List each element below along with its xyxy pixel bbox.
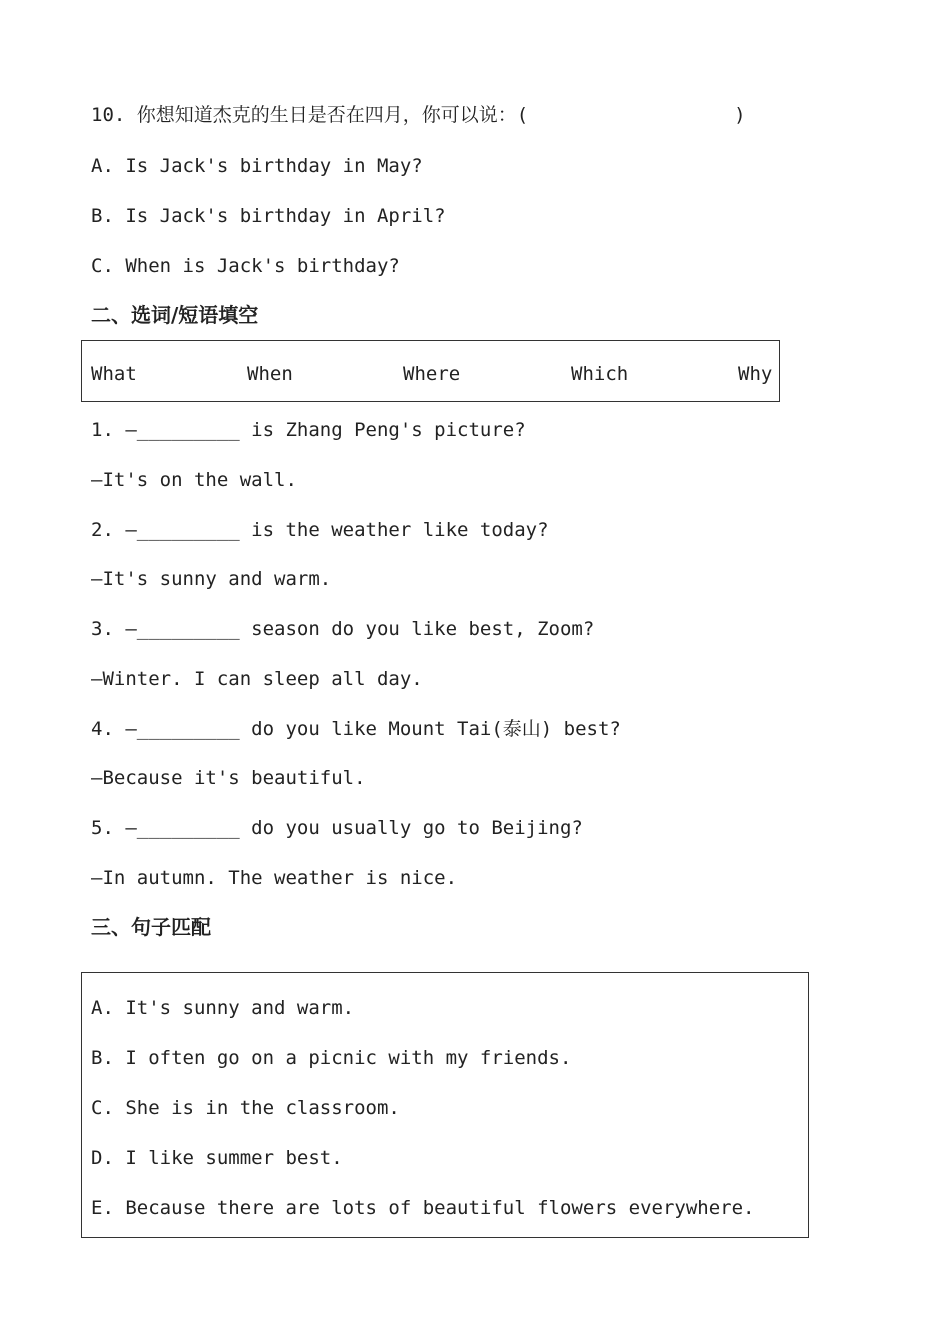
section3-heading: 三、句子匹配 [91,915,211,939]
item2-answer: —It's sunny and warm. [91,568,332,590]
q10-prompt: 10. 你想知道杰克的生日是否在四月，你可以说：( ) [91,104,746,126]
match-option-a: A. It's sunny and warm. [91,997,355,1019]
q10-option-c: C. When is Jack's birthday? [91,255,400,277]
word-where: Where [403,363,461,385]
item3-answer: —Winter. I can sleep all day. [91,668,423,690]
match-option-c: C. She is in the classroom. [91,1097,400,1119]
item1-answer: —It's on the wall. [91,469,297,491]
word-when: When [247,363,293,385]
match-option-d: D. I like summer best. [91,1147,343,1169]
item2-question: 2. —_________ is the weather like today? [91,519,549,541]
word-bank [81,340,780,402]
match-option-e: E. Because there are lots of beautiful flowers everywhere. [91,1197,755,1219]
word-which: Which [571,363,629,385]
item4-question: 4. —_________ do you like Mount Tai(泰山) best? [91,718,621,740]
item5-answer: —In autumn. The weather is nice. [91,867,458,889]
q10-option-b: B. Is Jack's birthday in April? [91,205,446,227]
match-option-b: B. I often go on a picnic with my friends. [91,1047,572,1069]
item3-question: 3. —_________ season do you like best, Zoom? [91,618,595,640]
word-why: Why [738,363,773,385]
word-what: What [91,363,137,385]
section2-heading: 二、选词/短语填空 [91,303,259,327]
item5-question: 5. —_________ do you usually go to Beijing? [91,817,583,839]
item4-answer: —Because it's beautiful. [91,767,366,789]
q10-option-a: A. Is Jack's birthday in May? [91,155,423,177]
item1-question: 1. —_________ is Zhang Peng's picture? [91,419,526,441]
match-box [81,972,809,1238]
